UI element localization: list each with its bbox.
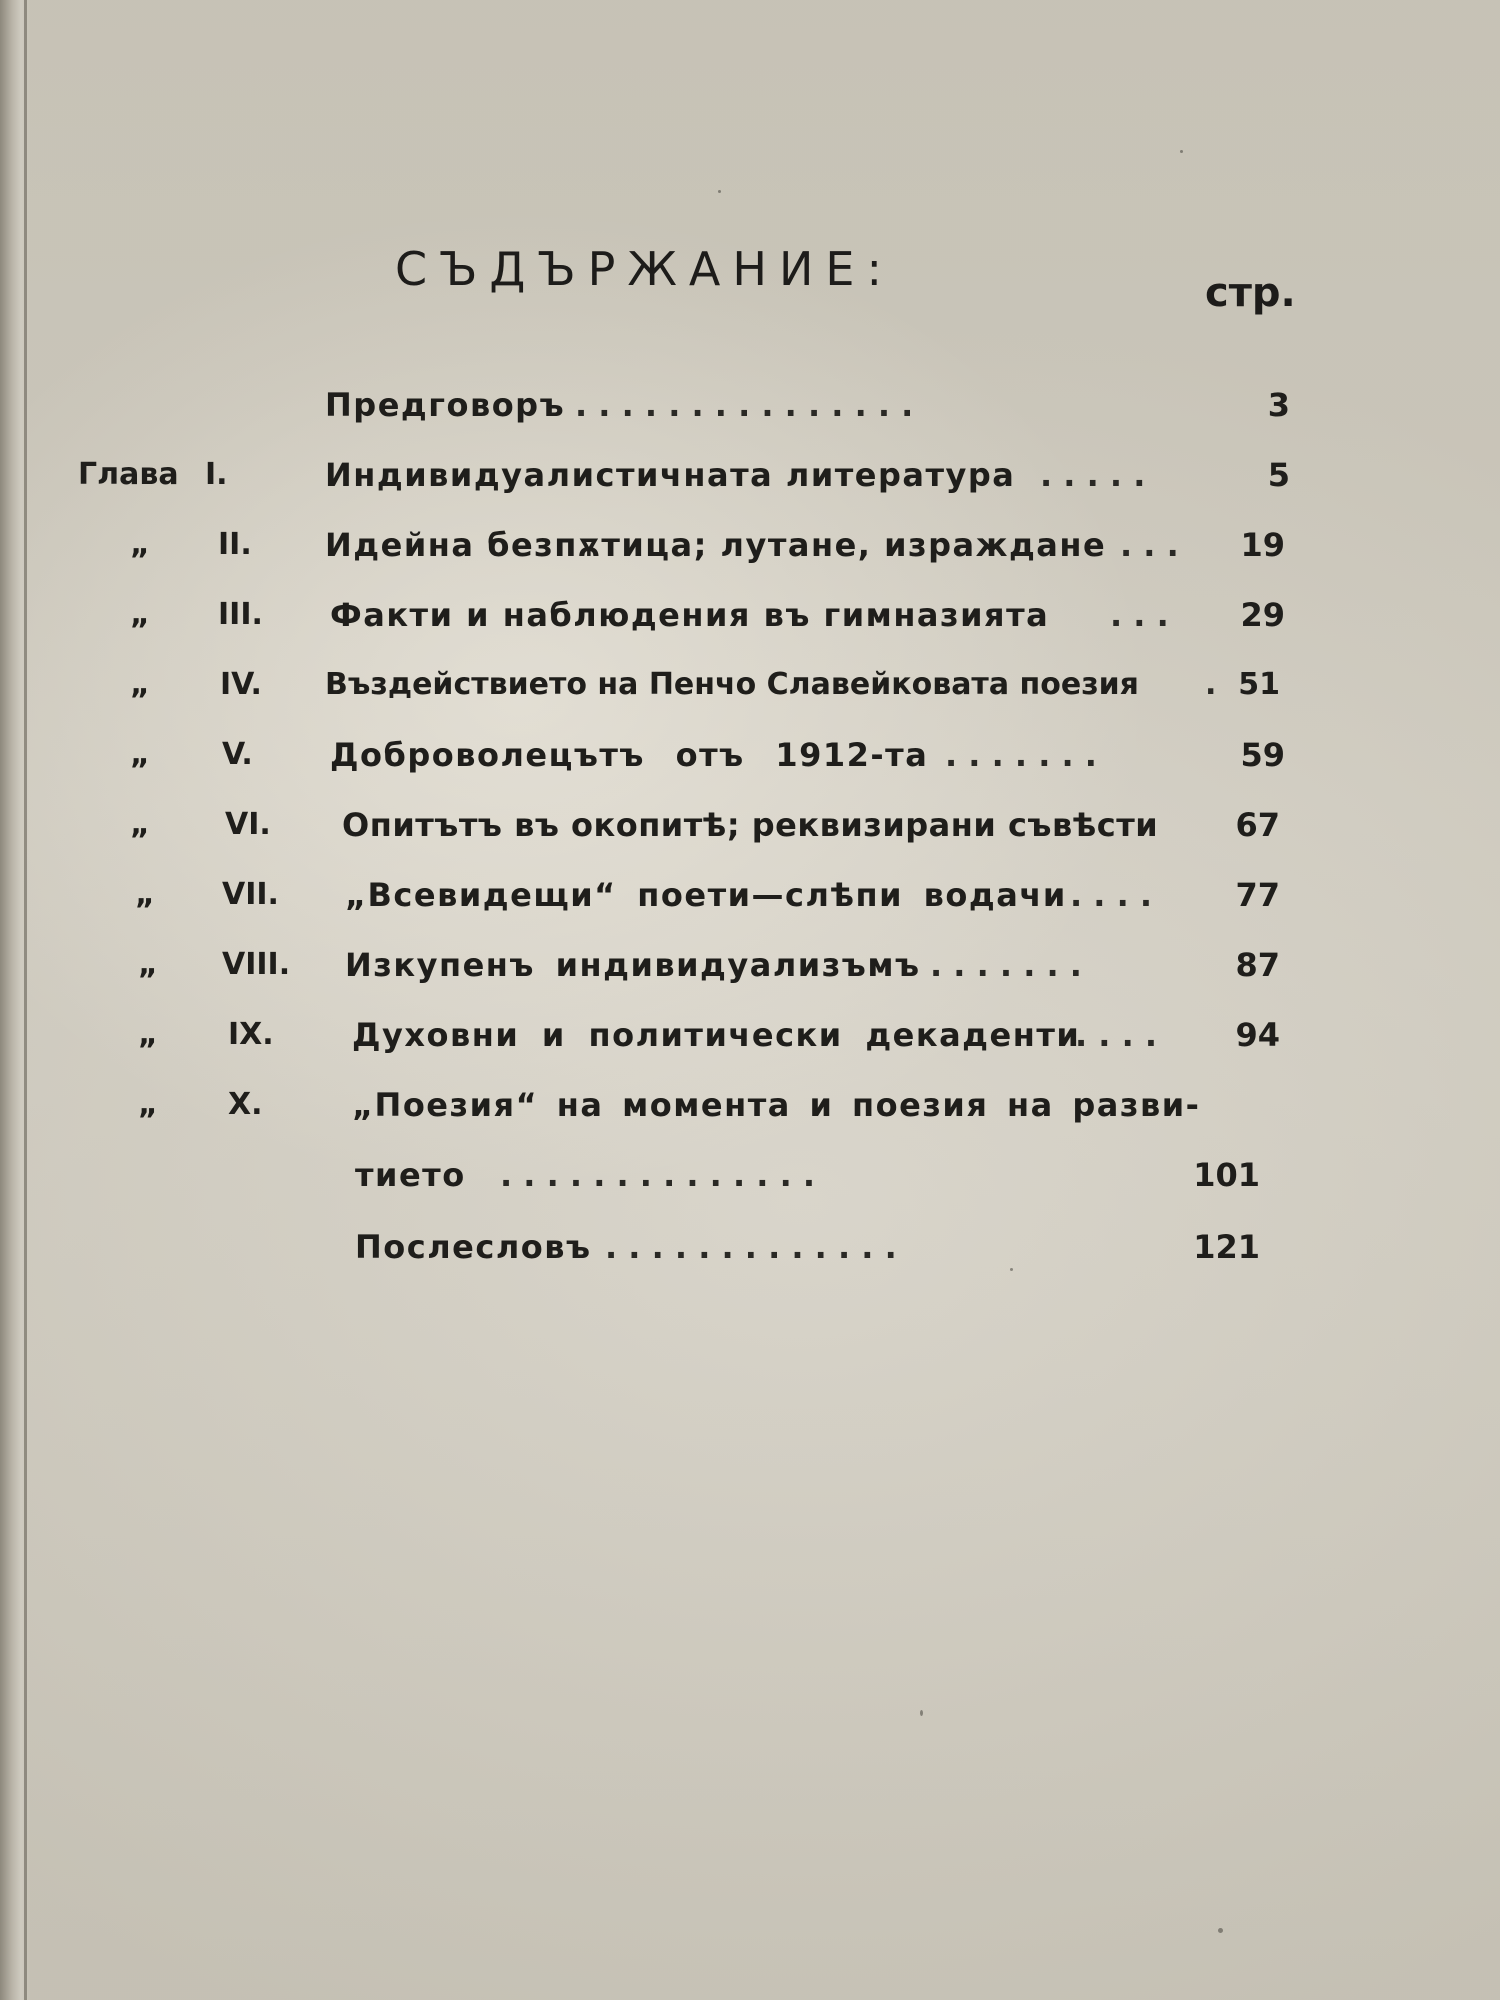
- ditto-mark: „: [138, 947, 158, 982]
- toc-entry-title: Въздействието на Пенчо Славейковата поезия: [325, 667, 1139, 702]
- toc-row-chapter-6: [0, 798, 1500, 852]
- toc-page-number: 59: [1240, 736, 1285, 774]
- ditto-mark: „: [138, 1087, 158, 1122]
- toc-page-number: 67: [1235, 806, 1280, 844]
- toc-row-chapter-7: [0, 868, 1500, 922]
- toc-page-number: 77: [1235, 876, 1280, 914]
- toc-leader-dots: . . .: [1110, 596, 1169, 634]
- toc-page-number: 121: [1193, 1228, 1260, 1266]
- toc-leader-dots: . . . . .: [1040, 456, 1146, 494]
- paper-speck: [920, 1710, 923, 1716]
- toc-page-number: 29: [1240, 596, 1285, 634]
- paper-speck: [1010, 1268, 1013, 1271]
- toc-page-number: 101: [1193, 1156, 1260, 1194]
- ditto-mark: „: [130, 527, 150, 562]
- toc-row-chapter-1: [0, 448, 1500, 502]
- toc-page-number: 3: [1267, 386, 1290, 424]
- toc-entry-title: Индивидуалистичната литература: [325, 456, 1016, 494]
- toc-entry-title: „Поезия“ на момента и поезия на разви-: [352, 1086, 1201, 1124]
- ditto-mark: „: [130, 667, 150, 702]
- toc-row-chapter-10-continued: [0, 1148, 1500, 1202]
- page-column-label: стр.: [1205, 270, 1296, 316]
- toc-row-chapter-4: [0, 658, 1500, 712]
- ditto-mark: „: [130, 737, 150, 772]
- toc-row-chapter-9: [0, 1008, 1500, 1062]
- toc-entry-title: „Всевидещи“ поети—слѣпи водачи: [345, 876, 1067, 914]
- toc-entry-title: Доброволецътъ отъ 1912-та: [330, 736, 929, 774]
- paper-speck: [1180, 150, 1183, 153]
- chapter-numeral: I.: [205, 457, 228, 492]
- toc-entry-title: Факти и наблюдения въ гимназията: [330, 596, 1050, 634]
- chapter-numeral: X.: [228, 1087, 263, 1122]
- toc-page-number: 94: [1235, 1016, 1280, 1054]
- toc-entry-title: Изкупенъ индивидуализъмъ: [345, 946, 921, 984]
- chapter-numeral: VI.: [225, 807, 271, 842]
- paper-speck: [718, 190, 721, 193]
- paper-speck: [1218, 1928, 1223, 1933]
- toc-row-chapter-2: [0, 518, 1500, 572]
- chapter-numeral: VIII.: [222, 947, 291, 982]
- toc-row-chapter-3: [0, 588, 1500, 642]
- contents-heading: СЪДЪРЖАНИЕ:: [395, 242, 894, 296]
- toc-leader-dots: . . . . . . . . . . . . . . .: [575, 386, 914, 424]
- toc-entry-title: Послесловъ: [355, 1228, 592, 1266]
- toc-leader-dots: . . . . . . . . . . . . . .: [500, 1156, 816, 1194]
- page-edge-line: [24, 0, 27, 2000]
- toc-entry-title: Опитътъ въ окопитѣ; реквизирани съвѣсти: [342, 806, 1159, 844]
- toc-entry-title: Идейна безпѫтица; лутане, израждане: [325, 526, 1107, 564]
- toc-page-number: 87: [1235, 946, 1280, 984]
- toc-row-preface: [0, 378, 1500, 432]
- chapter-prefix: Глава: [78, 457, 179, 492]
- toc-leader-dots: . . . . . . .: [930, 946, 1082, 984]
- toc-leader-dots: . . . .: [1070, 876, 1153, 914]
- chapter-numeral: V.: [222, 737, 253, 772]
- toc-leader-dots: .: [1205, 667, 1217, 702]
- toc-entry-title: Предговоръ: [325, 386, 566, 424]
- toc-row-afterword: [0, 1220, 1500, 1274]
- toc-leader-dots: . . .: [1120, 526, 1179, 564]
- toc-page-number: 19: [1240, 526, 1285, 564]
- toc-leader-dots: . . . . . . .: [945, 736, 1097, 774]
- chapter-numeral: VII.: [222, 877, 279, 912]
- toc-leader-dots: . . . . . . . . . . . . .: [605, 1228, 897, 1266]
- chapter-numeral: IX.: [228, 1017, 274, 1052]
- chapter-numeral: III.: [218, 597, 263, 632]
- ditto-mark: „: [130, 597, 150, 632]
- chapter-numeral: II.: [218, 527, 252, 562]
- ditto-mark: „: [138, 1017, 158, 1052]
- toc-page-number: 51: [1238, 667, 1280, 702]
- toc-page-number: 5: [1267, 456, 1290, 494]
- chapter-numeral: IV.: [220, 667, 262, 702]
- toc-entry-title: тието: [355, 1156, 466, 1194]
- toc-leader-dots: . . . .: [1075, 1016, 1158, 1054]
- toc-entry-title: Духовни и политически декаденти: [352, 1016, 1081, 1054]
- toc-row-chapter-8: [0, 938, 1500, 992]
- toc-row-chapter-5: [0, 728, 1500, 782]
- ditto-mark: „: [130, 807, 150, 842]
- toc-row-chapter-10: [0, 1078, 1500, 1132]
- ditto-mark: „: [135, 877, 155, 912]
